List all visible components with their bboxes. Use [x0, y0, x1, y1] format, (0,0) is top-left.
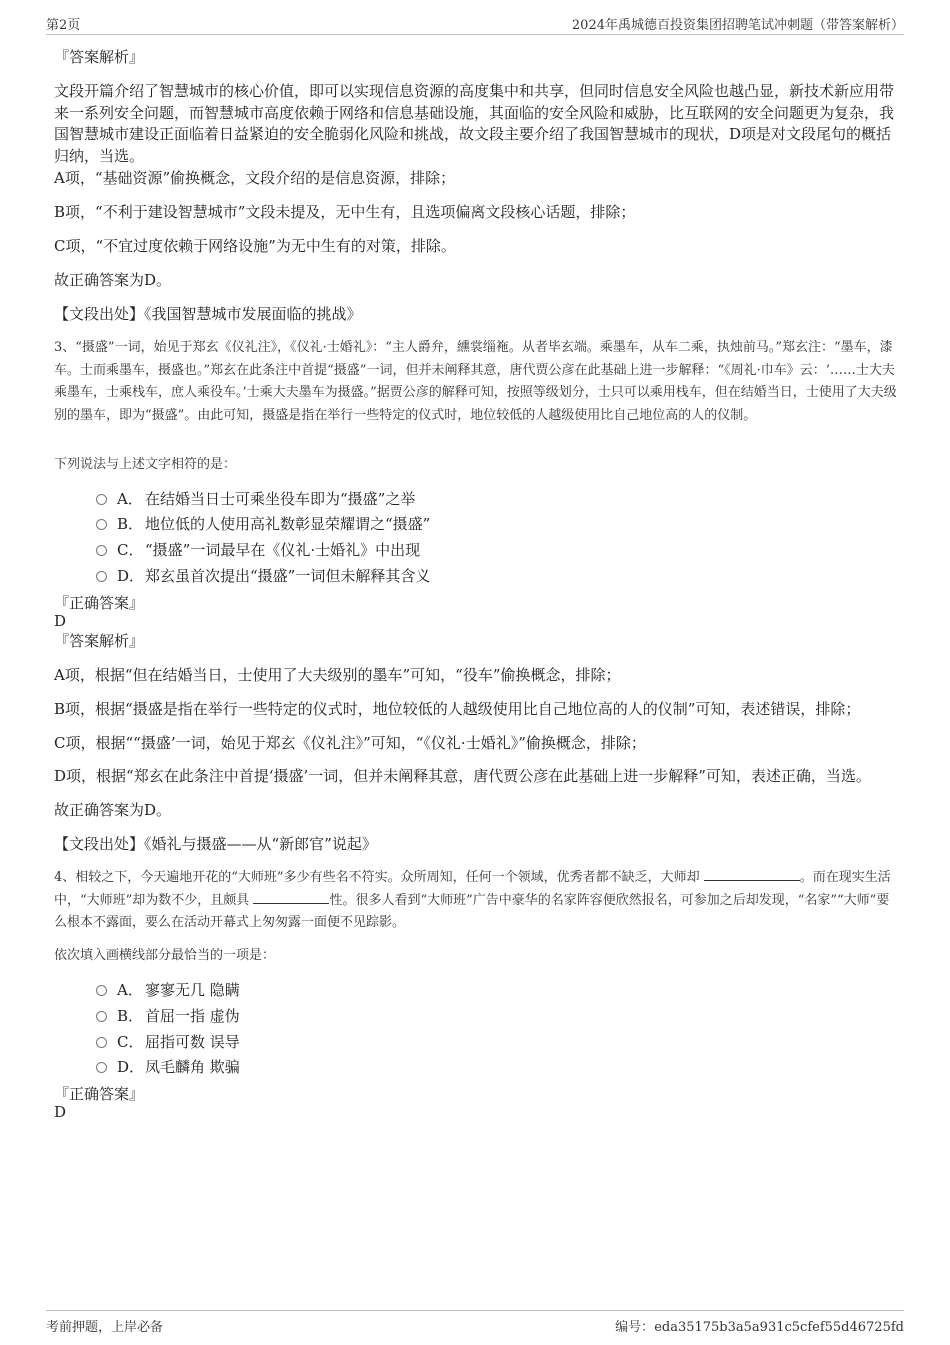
- radio-icon[interactable]: [96, 571, 107, 582]
- fill-blank-2: [253, 891, 329, 904]
- answer-conclusion: 故正确答案为D。: [54, 801, 172, 819]
- analysis-text: 文段开篇介绍了智慧城市的核心价值，即可以实现信息资源的高度集中和共享，但同时信息安全风险也越凸显，新技术新应用带来一系列安全问题，而智慧城市高度依赖于网络和信息基础设施，其面临的安全风险和威胁，比互联网的安全问题更为复杂，我国智慧城市建设正面临着日益紧迫的安全脆弱化风险和挑战，故文段主要介绍了我国智慧城市的现状，D项是对文段尾句的概括归纳，当选。: [54, 82, 895, 165]
- correct-answer: D: [54, 1103, 67, 1121]
- footer-slogan: 考前押题，上岸必备: [46, 1320, 164, 1335]
- question-3-prompt: 下列说法与上述文字相符的是：: [54, 457, 237, 472]
- analysis-option-d: D项，根据“郑玄在此条注中首提‘摄盛’一词，但并未阐释其意，唐代贾公彦在此基础上进一步解释”可知，表述正确，当选。: [54, 767, 871, 785]
- document-code: 编号：eda35175b3a5a931c5cfef55d46725fd: [615, 1320, 904, 1335]
- radio-icon[interactable]: [96, 1062, 107, 1073]
- page-footer: [46, 1310, 904, 1337]
- radio-icon[interactable]: [96, 985, 107, 996]
- question-3-option-c[interactable]: C． “摄盛”一词最早在《仪礼·士婚礼》中出现: [96, 539, 420, 560]
- analysis-option-a: A项，根据“但在结婚当日，士使用了大夫级别的墨车”可知，“役车”偷换概念，排除；: [54, 666, 621, 684]
- analysis-label: 『答案解析』: [54, 48, 145, 66]
- question-3-option-b[interactable]: B． 地位低的人使用高礼数彰显荣耀谓之“摄盛”: [96, 513, 430, 534]
- question-3-option-a[interactable]: A． 在结婚当日士可乘坐役车即为“摄盛”之举: [96, 488, 415, 509]
- analysis-option-b: B项，“不利于建设智慧城市”文段未提及，无中生有，且选项偏离文段核心话题，排除；: [54, 203, 636, 221]
- question-4-option-a[interactable]: A． 寥寥无几 隐瞒: [96, 979, 240, 1000]
- question-4-option-b[interactable]: B． 首屈一指 虚伪: [96, 1005, 240, 1026]
- document-code-value: eda35175b3a5a931c5cfef55d46725fd: [654, 1320, 904, 1335]
- question-4-text: 4、相较之下，今天遍地开花的“大师班”多少有些名不符实。众所周知，任何一个领域，优秀者都不缺乏，大师却 。而在现实生活中，“大师班”却为数不少，且颇具 性。很多人看到“大师班”广告中豪华的名家阵容便欣然报名，可参加之后却发现，“名家”“大师”要么根本不露面，要么在活动开幕式上匆匆露一面便不见踪影。: [54, 870, 891, 930]
- analysis-option-c: C项，根据““摄盛’一词，始见于郑玄《仪礼注》”可知，“《仪礼·士婚礼》”偷换概念，排除；: [54, 734, 646, 752]
- correct-answer-label: 『正确答案』: [54, 594, 145, 612]
- analysis-option-a: A项，“基础资源”偷换概念，文段介绍的是信息资源，排除；: [54, 169, 456, 187]
- correct-answer: D: [54, 612, 67, 630]
- question-4-option-c[interactable]: C． 屈指可数 误导: [96, 1031, 240, 1052]
- question-4-option-d[interactable]: D．凤毛麟角 欺骗: [96, 1056, 240, 1077]
- page-number: 第2页: [46, 18, 81, 33]
- source-citation: 【文段出处】《婚礼与摄盛——从“新郎官”说起》: [54, 835, 377, 853]
- question-4-prompt: 依次填入画横线部分最恰当的一项是：: [54, 948, 276, 963]
- radio-icon[interactable]: [96, 1011, 107, 1022]
- question-3-option-d[interactable]: D．郑玄虽首次提出“摄盛”一词但未解释其含义: [96, 565, 430, 586]
- radio-icon[interactable]: [96, 519, 107, 530]
- correct-answer-label: 『正确答案』: [54, 1085, 145, 1103]
- analysis-option-c: C项，“不宜过度依赖于网络设施”为无中生有的对策，排除。: [54, 237, 456, 255]
- radio-icon[interactable]: [96, 1037, 107, 1048]
- fill-blank-1: [704, 868, 800, 881]
- answer-conclusion: 故正确答案为D。: [54, 271, 172, 289]
- radio-icon[interactable]: [96, 545, 107, 556]
- question-3-text: 3、“摄盛”一词，始见于郑玄《仪礼注》，《仪礼·士婚礼》：“主人爵弁，纁裳缁袘。从者毕玄端。乘墨车，从车二乘，执烛前马。”郑玄注：“墨车，漆车。士而乘墨车，摄盛也。”郑玄在此条注中首提“摄盛”一词，但并未阐释其意，唐代贾公彦在此基础上进一步解释：“《周礼·巾车》云：‘……士大夫乘墨车，士乘栈车，庶人乘役车。’士乘大夫墨车为摄盛。”据贾公彦的解释可知，按照等级划分，士只可以乘用栈车，但在结婚当日，士使用了大夫级别的墨车，即为“摄盛”。由此可知，摄盛是指在举行一些特定的仪式时，地位较低的人越级使用比自己地位高的人的仪制。: [54, 340, 897, 423]
- analysis-label: 『答案解析』: [54, 632, 145, 650]
- radio-icon[interactable]: [96, 494, 107, 505]
- source-citation: 【文段出处】《我国智慧城市发展面临的挑战》: [54, 305, 362, 323]
- analysis-option-b: B项，根据“摄盛是指在举行一些特定的仪式时，地位较低的人越级使用比自己地位高的人的仪制”可知，表述错误，排除；: [54, 700, 861, 718]
- document-title: 2024年禹城德百投资集团招聘笔试冲刺题（带答案解析）: [571, 18, 904, 33]
- page-header: [46, 12, 904, 35]
